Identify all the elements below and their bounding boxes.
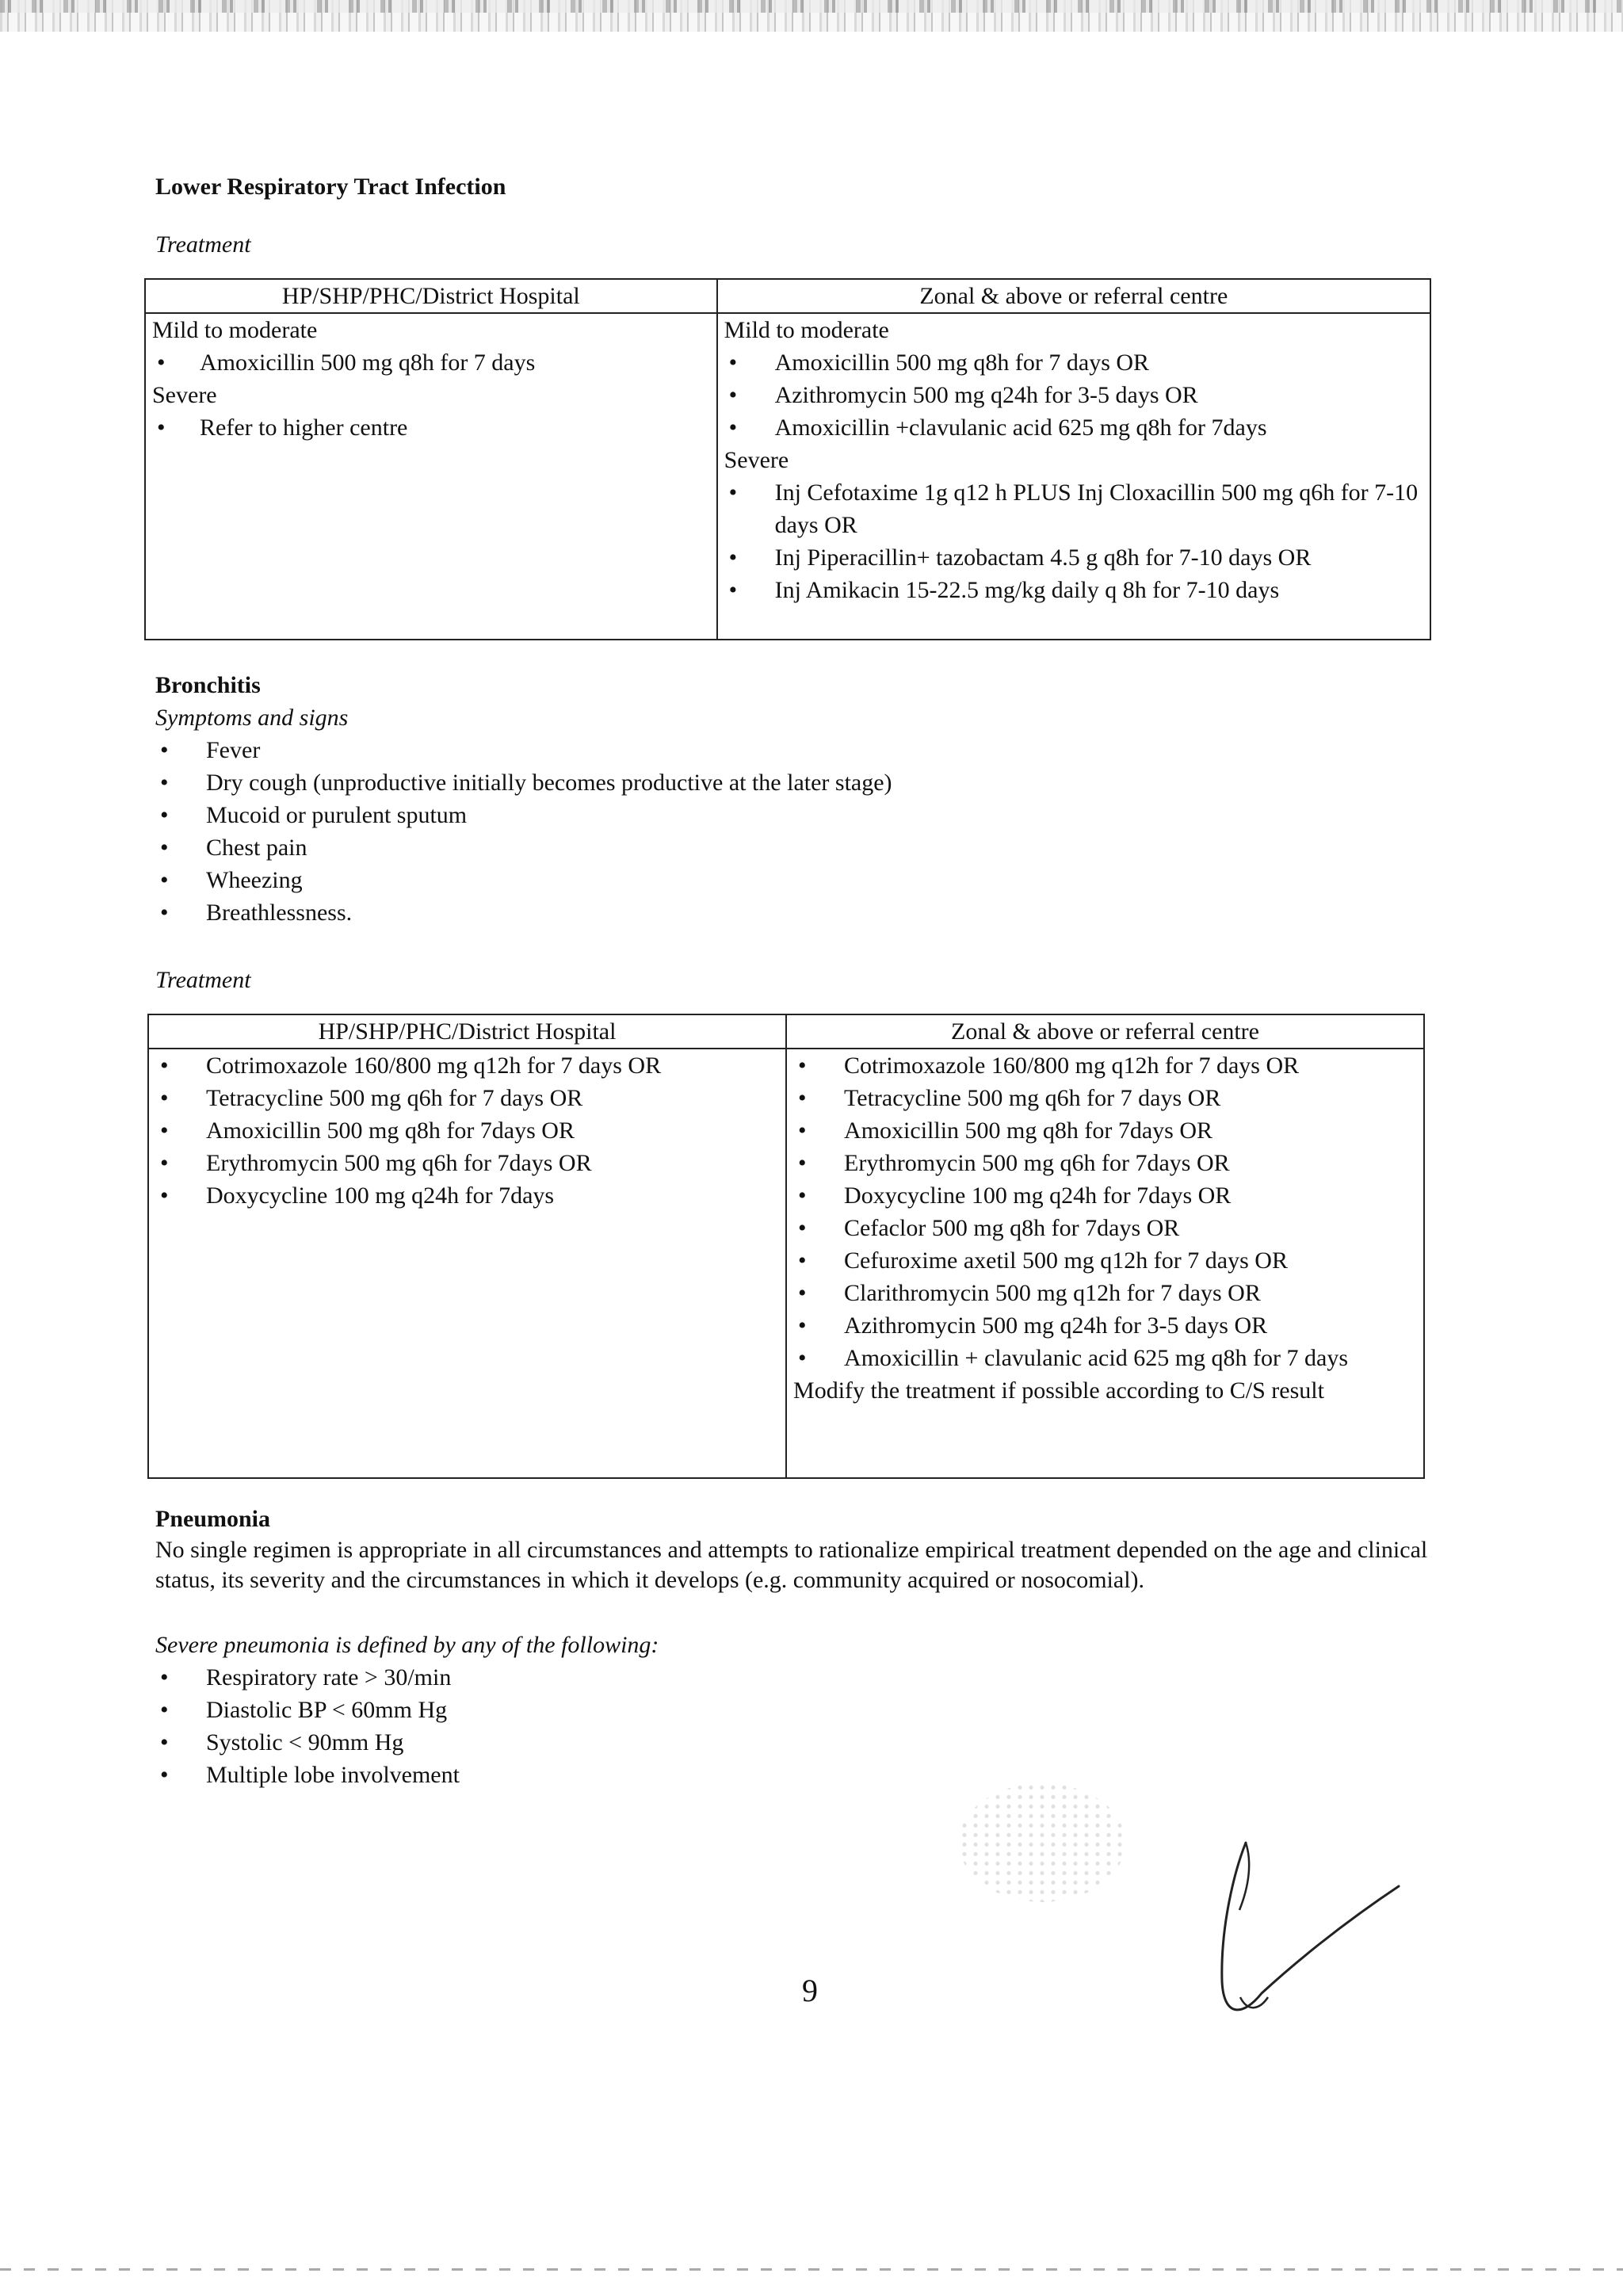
table-row	[148, 1049, 1424, 1478]
list-item: • Dry cough (unproductive initially becomes productive at the later stage)	[155, 766, 1431, 799]
lrti-title: Lower Respiratory Tract Infection	[155, 174, 506, 200]
mild-label: Mild to moderate	[724, 317, 889, 343]
list-item: • Systolic < 90mm Hg	[155, 1726, 1431, 1759]
list-item: • Fever	[155, 734, 1431, 766]
list-item: • Azithromycin 500 mg q24h for 3-5 days OR	[724, 379, 1423, 411]
pneumonia-severe-label: Severe pneumonia is defined by any of the following:	[155, 1632, 659, 1658]
list-item: • Cefuroxime axetil 500 mg q12h for 7 days OR	[793, 1244, 1417, 1277]
list-item: • Inj Piperacillin+ tazobactam 4.5 g q8h for 7-10 days OR	[724, 541, 1423, 574]
list-item: • Amoxicillin 500 mg q8h for 7days OR	[793, 1114, 1417, 1147]
table-row	[145, 313, 1430, 640]
severe-list	[152, 411, 710, 444]
list-item: • Amoxicillin 500 mg q8h for 7 days	[152, 346, 710, 379]
list-item: • Diastolic BP < 60mm Hg	[155, 1694, 1431, 1726]
severe-label: Severe	[724, 447, 789, 473]
list-item: • Wheezing	[155, 864, 1431, 896]
list-item: • Tetracycline 500 mg q6h for 7 days OR	[155, 1082, 779, 1114]
table-header-row	[148, 1014, 1424, 1049]
list-item: • Erythromycin 500 mg q6h for 7days OR	[155, 1147, 779, 1179]
list-item: • Inj Amikacin 15-22.5 mg/kg daily q 8h for 7-10 days	[724, 574, 1423, 606]
bronchitis-col1-cell	[148, 1049, 786, 1478]
list-item: • Azithromycin 500 mg q24h for 3-5 days OR	[793, 1309, 1417, 1342]
bronchitis-treatment-label: Treatment	[155, 967, 251, 993]
lrti-treatment-label: Treatment	[155, 231, 251, 258]
list-item: • Cotrimoxazole 160/800 mg q12h for 7 days OR	[793, 1049, 1417, 1082]
list-item: • Refer to higher centre	[152, 411, 710, 444]
col2-note: Modify the treatment if possible according to C/S result	[793, 1377, 1324, 1404]
col2-header: Zonal & above or referral centre	[717, 279, 1430, 313]
bronchitis-symptoms-list	[155, 734, 1431, 929]
list-item: • Inj Cefotaxime 1g q12 h PLUS Inj Cloxacillin 500 mg q6h for 7-10 days OR	[724, 476, 1423, 541]
list-item: • Multiple lobe involvement	[155, 1759, 1431, 1791]
list-item: • Clarithromycin 500 mg q12h for 7 days OR	[793, 1277, 1417, 1309]
severe-list	[724, 476, 1423, 606]
list-item: • Doxycycline 100 mg q24h for 7days	[155, 1179, 779, 1212]
signature-mark	[1205, 1839, 1411, 2029]
lrti-treatment-table	[144, 278, 1431, 640]
list-item: • Amoxicillin + clavulanic acid 625 mg q8h for 7 days	[793, 1342, 1417, 1374]
severe-label: Severe	[152, 382, 217, 408]
col1-header: HP/SHP/PHC/District Hospital	[145, 279, 717, 313]
bronchitis-symptoms-label: Symptoms and signs	[155, 705, 349, 731]
page-content	[152, 170, 1431, 1791]
pneumonia-paragraph: No single regimen is appropriate in all circumstances and attempts to rationalize empirical treatment depended on the age and clinical status, its severity and the circumstances in which it develops (e.g. community acquired or nosocomial).	[155, 1537, 1428, 1593]
list-item: • Mucoid or purulent sputum	[155, 799, 1431, 831]
list-item: • Cefaclor 500 mg q8h for 7days OR	[793, 1212, 1417, 1244]
lrti-col2-cell	[717, 313, 1430, 640]
bronchitis-treatment-table	[147, 1014, 1425, 1479]
scan-edge-bottom	[0, 2268, 1623, 2271]
list-item: • Tetracycline 500 mg q6h for 7 days OR	[793, 1082, 1417, 1114]
mild-list	[724, 346, 1423, 444]
page-number: 9	[802, 1973, 818, 2008]
list-item: • Amoxicillin 500 mg q8h for 7days OR	[155, 1114, 779, 1147]
list-item: • Chest pain	[155, 831, 1431, 864]
list-item: • Breathlessness.	[155, 896, 1431, 929]
col1-header: HP/SHP/PHC/District Hospital	[148, 1014, 786, 1049]
pneumonia-title: Pneumonia	[155, 1506, 271, 1532]
col2-header: Zonal & above or referral centre	[786, 1014, 1424, 1049]
list-item: • Erythromycin 500 mg q6h for 7days OR	[793, 1147, 1417, 1179]
mild-list	[152, 346, 710, 379]
lrti-col1-cell	[145, 313, 717, 640]
table-header-row	[145, 279, 1430, 313]
list-item: • Cotrimoxazole 160/800 mg q12h for 7 days OR	[155, 1049, 779, 1082]
scan-edge-top	[0, 0, 1623, 32]
list-item: • Amoxicillin 500 mg q8h for 7 days OR	[724, 346, 1423, 379]
list-item: • Amoxicillin +clavulanic acid 625 mg q8h for 7days	[724, 411, 1423, 444]
col2-list	[793, 1049, 1417, 1374]
faded-stamp	[959, 1783, 1125, 1902]
list-item: • Doxycycline 100 mg q24h for 7days OR	[793, 1179, 1417, 1212]
pneumonia-severe-list	[155, 1661, 1431, 1791]
bronchitis-title: Bronchitis	[155, 672, 261, 698]
list-item: • Respiratory rate > 30/min	[155, 1661, 1431, 1694]
bronchitis-col2-cell	[786, 1049, 1424, 1478]
mild-label: Mild to moderate	[152, 317, 318, 343]
col1-list	[155, 1049, 779, 1212]
